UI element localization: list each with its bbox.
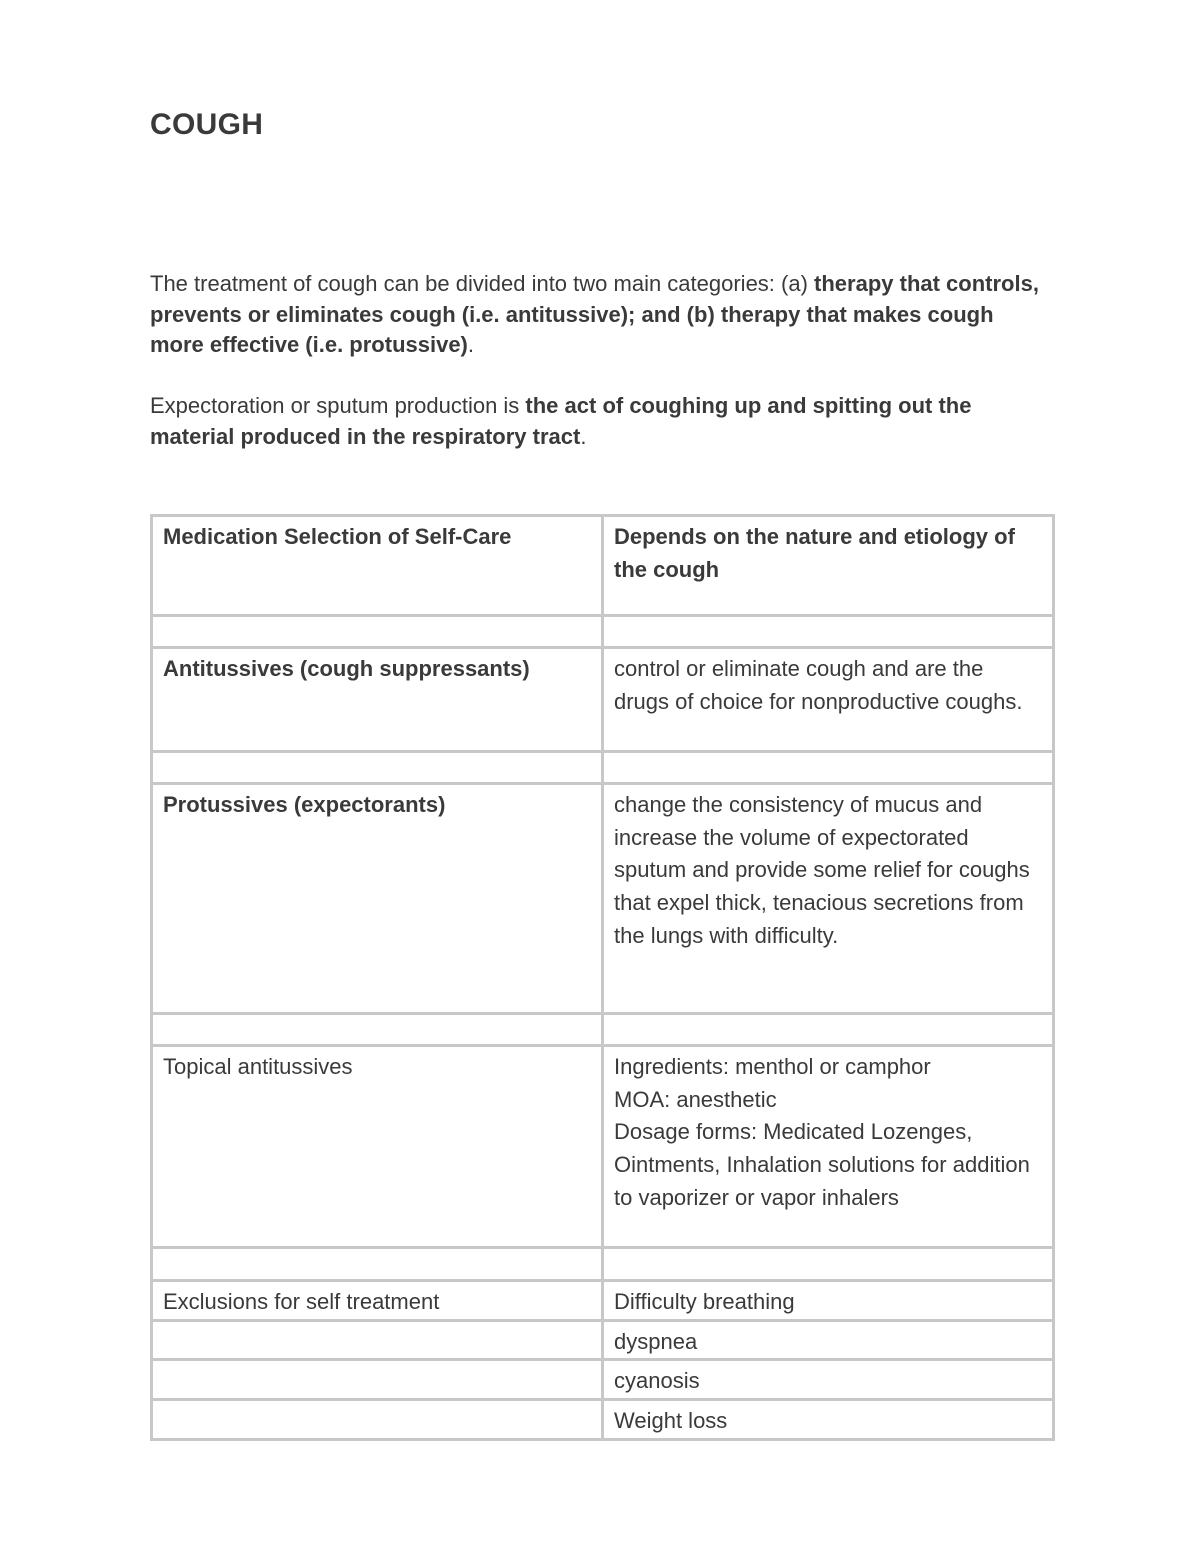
table-cell: dyspnea <box>603 1320 1054 1360</box>
empty-cell <box>152 616 603 648</box>
empty-cell <box>603 1014 1054 1046</box>
table-cell: Antitussives (cough suppressants) <box>152 648 603 752</box>
empty-cell <box>152 1360 603 1400</box>
empty-cell <box>152 1014 603 1046</box>
table-cell: Weight loss <box>603 1400 1054 1440</box>
empty-cell <box>603 1248 1054 1281</box>
table-header-row <box>152 516 1054 616</box>
spacer-row <box>152 616 1054 648</box>
table-cell: Depends on the nature and etiology of the cough <box>603 516 1054 616</box>
table-cell: Difficulty breathing <box>603 1281 1054 1321</box>
empty-cell <box>152 1248 603 1281</box>
empty-cell <box>152 1320 603 1360</box>
spacer-row <box>152 752 1054 784</box>
table-row <box>152 648 1054 752</box>
table-cell: Topical antitussives <box>152 1046 603 1248</box>
table-row <box>152 1360 1054 1400</box>
expectoration-period: . <box>580 423 587 449</box>
table-cell: Medication Selection of Self-Care <box>152 516 603 616</box>
expectoration-bold-text: the act of coughing up and spitting out the material produced in the respiratory tract <box>150 393 972 449</box>
spacer-row <box>152 1248 1054 1281</box>
table-row <box>152 1281 1054 1321</box>
medication-table <box>150 514 1055 1441</box>
empty-cell <box>603 616 1054 648</box>
spacer-row <box>152 1014 1054 1046</box>
intro-paragraph <box>150 269 1050 361</box>
table-cell: Ingredients: menthol or camphor MOA: anesthetic Dosage forms: Medicated Lozenges, Ointments, Inhalation solutions for addition to vaporizer or vapor inhalers <box>603 1046 1054 1248</box>
empty-cell <box>603 752 1054 784</box>
empty-cell <box>152 752 603 784</box>
table-row <box>152 1320 1054 1360</box>
table-row <box>152 1400 1054 1440</box>
table-row <box>152 1046 1054 1248</box>
page-title: COUGH <box>150 108 264 141</box>
table-cell: Exclusions for self treatment <box>152 1281 603 1321</box>
table-cell: control or eliminate cough and are the drugs of choice for nonproductive coughs. <box>603 648 1054 752</box>
table-cell: change the consistency of mucus and increase the volume of expectorated sputum and provide some relief for coughs that expel thick, tenacious secretions from the lungs with difficulty. <box>603 784 1054 1014</box>
table-row <box>152 784 1054 1014</box>
intro-bold-text: therapy that controls, prevents or eliminates cough (i.e. antitussive); and (b) therapy that makes cough more effective (i.e. protussive) <box>150 271 1039 357</box>
table-cell: cyanosis <box>603 1360 1054 1400</box>
expectoration-paragraph <box>150 391 1050 452</box>
intro-text: The treatment of cough can be divided into two main categories: (a) <box>150 271 815 296</box>
table-cell: Protussives (expectorants) <box>152 784 603 1014</box>
expectoration-text: Expectoration or sputum production is <box>150 393 526 418</box>
intro-period: . <box>467 332 475 357</box>
empty-cell <box>152 1400 603 1440</box>
